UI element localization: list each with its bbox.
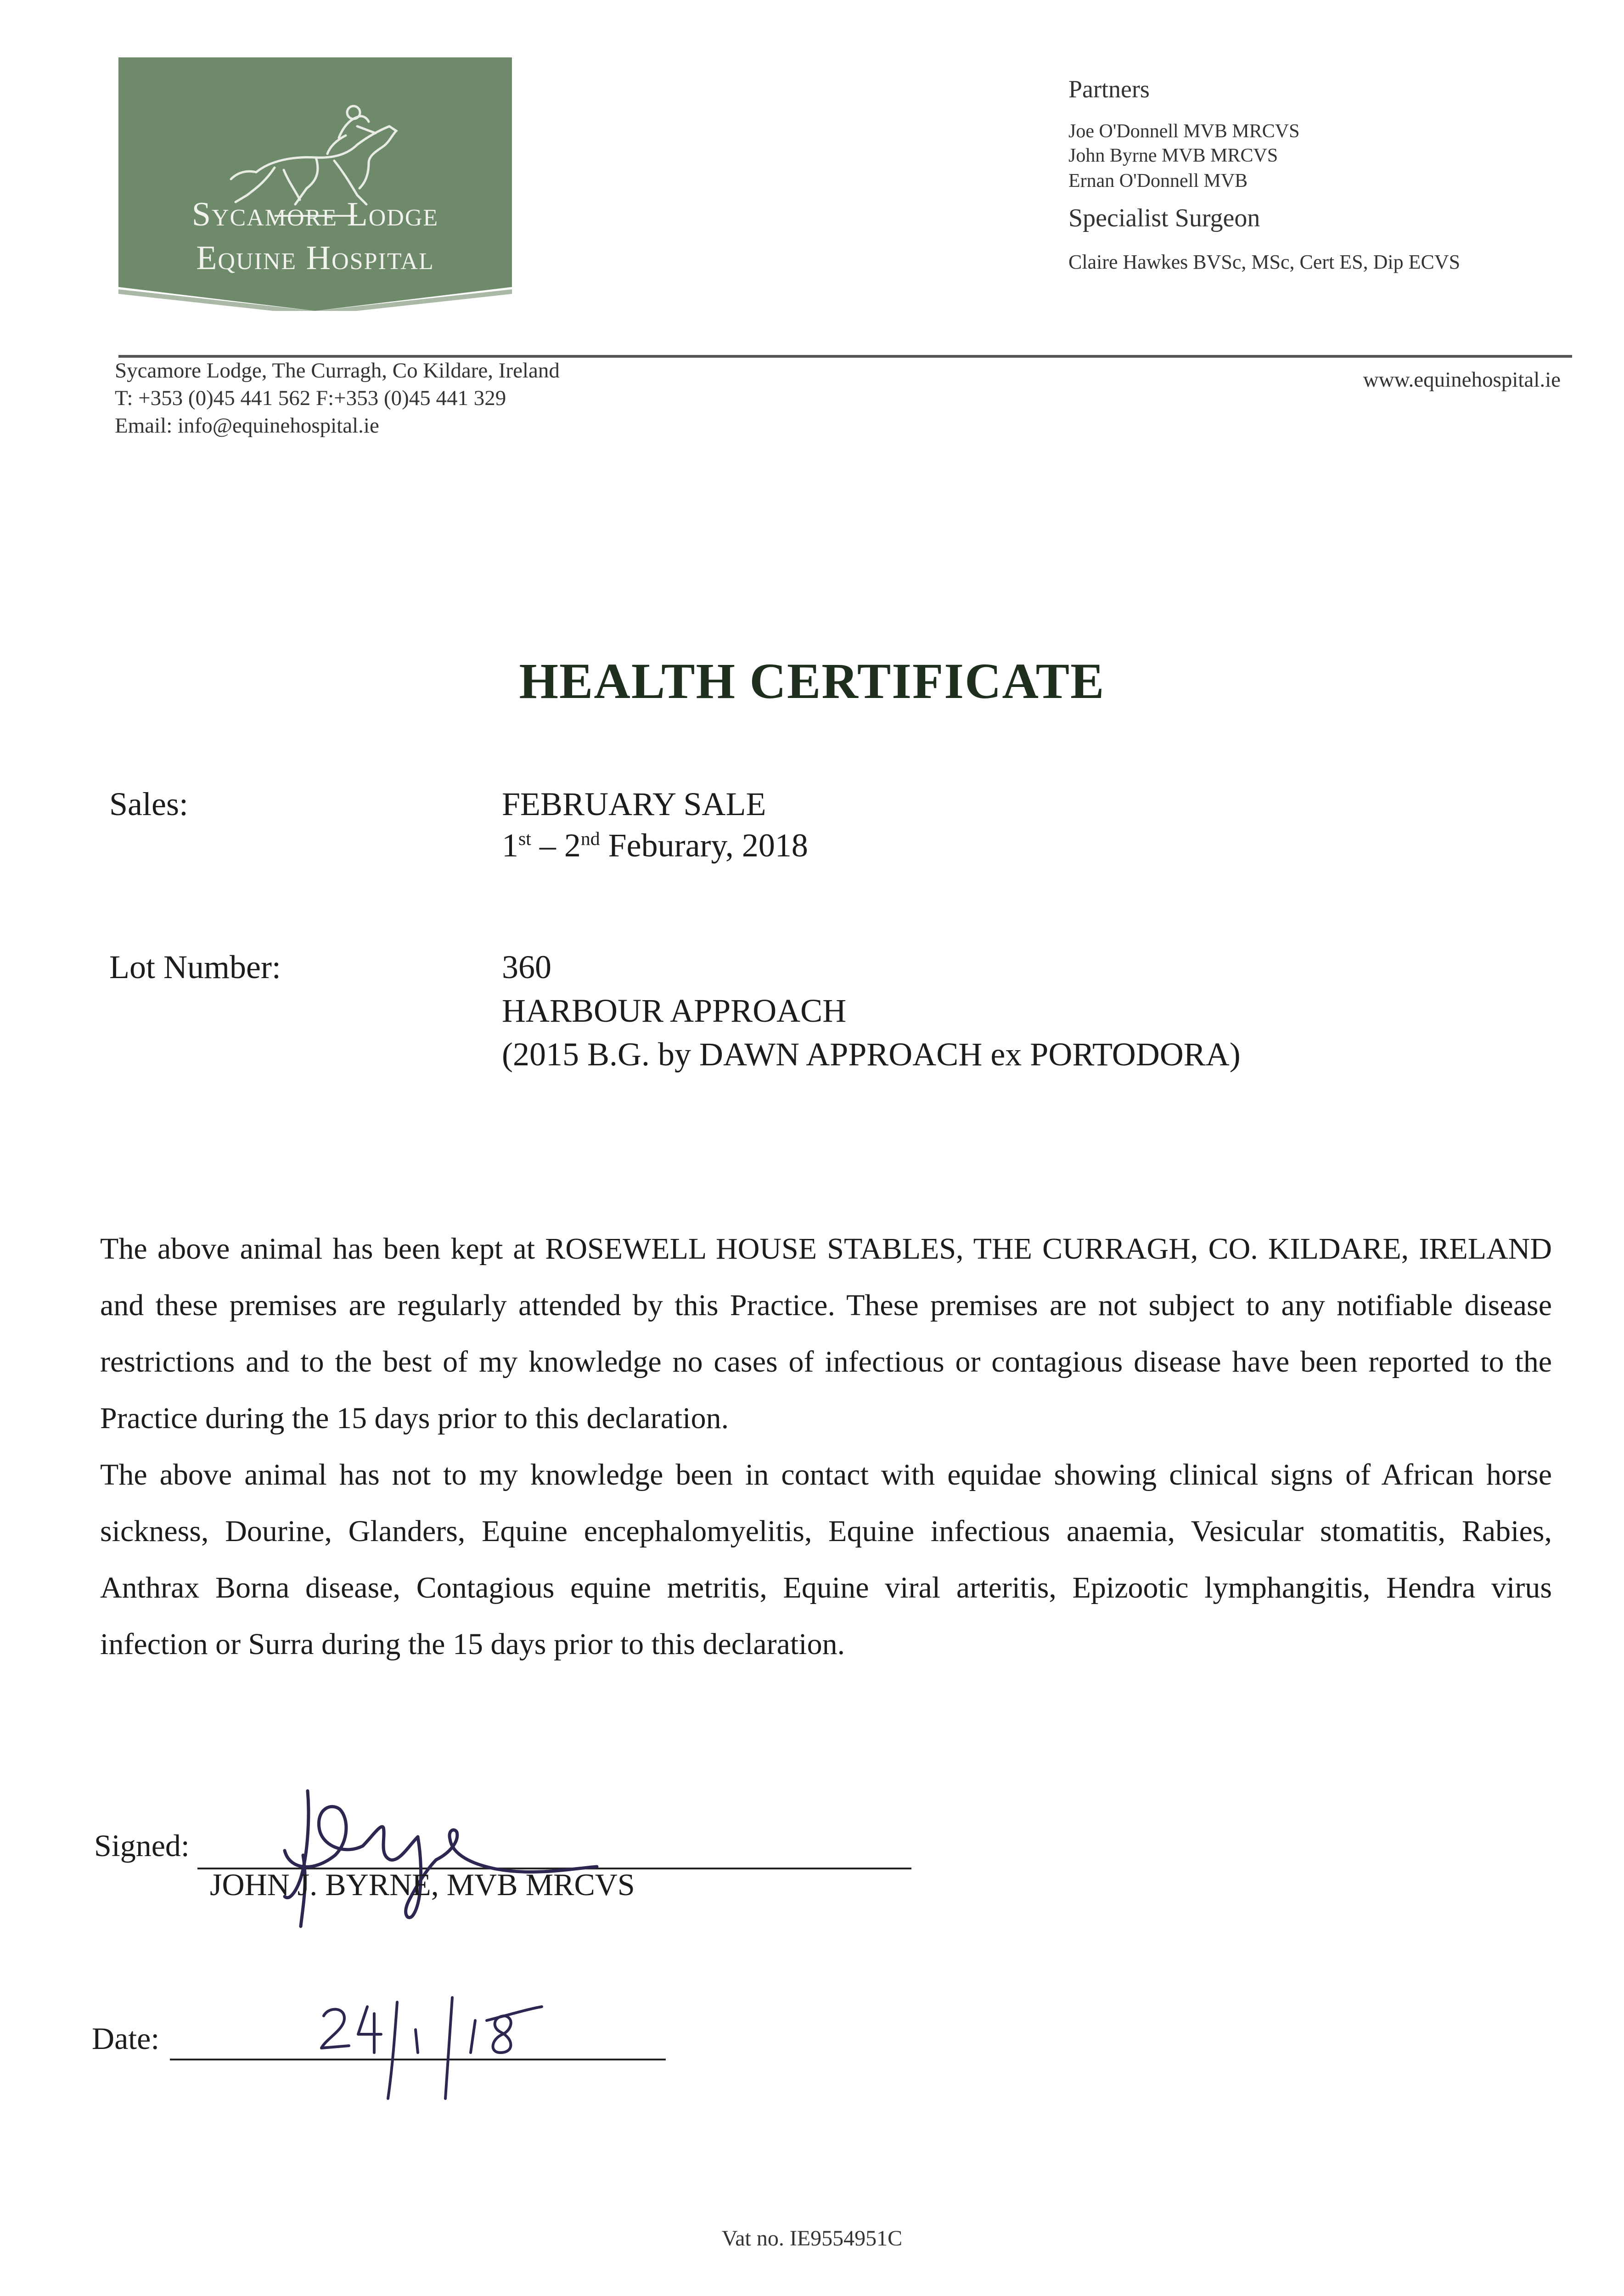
sales-label: Sales:: [109, 786, 188, 822]
date-label: Date:: [92, 2021, 160, 2056]
partner-name: John Byrne MVB MRCVS: [1068, 145, 1278, 166]
sale-dates: [502, 827, 808, 865]
hospital-logo: [118, 57, 512, 311]
sale-name: FEBRUARY SALE: [502, 786, 766, 822]
sale-date-dash: – 2: [531, 827, 581, 864]
vat-number: Vat no. IE9554951C: [721, 2226, 903, 2251]
logo-line-2: Equine Hospital: [196, 239, 434, 277]
sale-date-month-year: Feburary, 2018: [600, 827, 808, 864]
page-title: HEALTH CERTIFICATE: [519, 653, 1105, 709]
address: Sycamore Lodge, The Curragh, Co Kildare, Ireland: [115, 359, 560, 383]
partner-name: Ernan O'Donnell MVB: [1068, 170, 1248, 191]
logo-line-1: Sycamore Lodge: [191, 196, 439, 233]
declaration-paragraph-1: The above animal has been kept at ROSEWELL HOUSE STABLES, THE CURRAGH, CO. KILDARE, IRELAND and these premises are regularly attended by this Practice. These premises are not subject to any notifiable disease restrictions and to the best of my knowledge no cases of infectious or contagious disease have been reported to the Practice during the 15 days prior to this declaration.: [100, 1232, 1552, 1435]
horse-name: HARBOUR APPROACH: [502, 992, 847, 1029]
partner-name: Joe O'Donnell MVB MRCVS: [1068, 121, 1300, 142]
sale-date-day1: 1: [502, 827, 518, 864]
sale-date-suffix2: nd: [580, 828, 600, 850]
sale-date-suffix1: st: [518, 828, 531, 850]
specialist-name: Claire Hawkes BVSc, MSc, Cert ES, Dip ECVS: [1068, 251, 1461, 273]
signatory-name: JOHN J. BYRNE, MVB MRCVS: [210, 1867, 635, 1902]
declaration-paragraph-2: The above animal has not to my knowledge been in contact with equidae showing clinical signs of African horse sickness, Dourine, Glanders, Equine encephalomyelitis, Equine infectious anaemia, Vesicular stomatitis, Rabies, Anthrax Borna disease, Contagious equine metritis, Equine viral arteritis, Epizootic lymphangitis, Hendra virus infection or Surra during the 15 days prior to this declaration.: [100, 1458, 1552, 1661]
handwritten-date: [312, 1988, 588, 2108]
partners-heading: Partners: [1068, 75, 1150, 103]
lot-number: 360: [502, 949, 551, 985]
email: Email: info@equinehospital.ie: [115, 414, 379, 438]
handwritten-signature: [257, 1763, 624, 1947]
specialist-heading: Specialist Surgeon: [1068, 204, 1260, 232]
horse-pedigree: (2015 B.G. by DAWN APPROACH ex PORTODORA): [502, 1036, 1241, 1073]
lot-number-label: Lot Number:: [109, 949, 281, 985]
phone-fax: T: +353 (0)45 441 562 F:+353 (0)45 441 329: [115, 386, 506, 410]
website: www.equinehospital.ie: [1363, 368, 1561, 392]
signed-label: Signed:: [94, 1828, 190, 1863]
header-divider: [118, 355, 1572, 358]
